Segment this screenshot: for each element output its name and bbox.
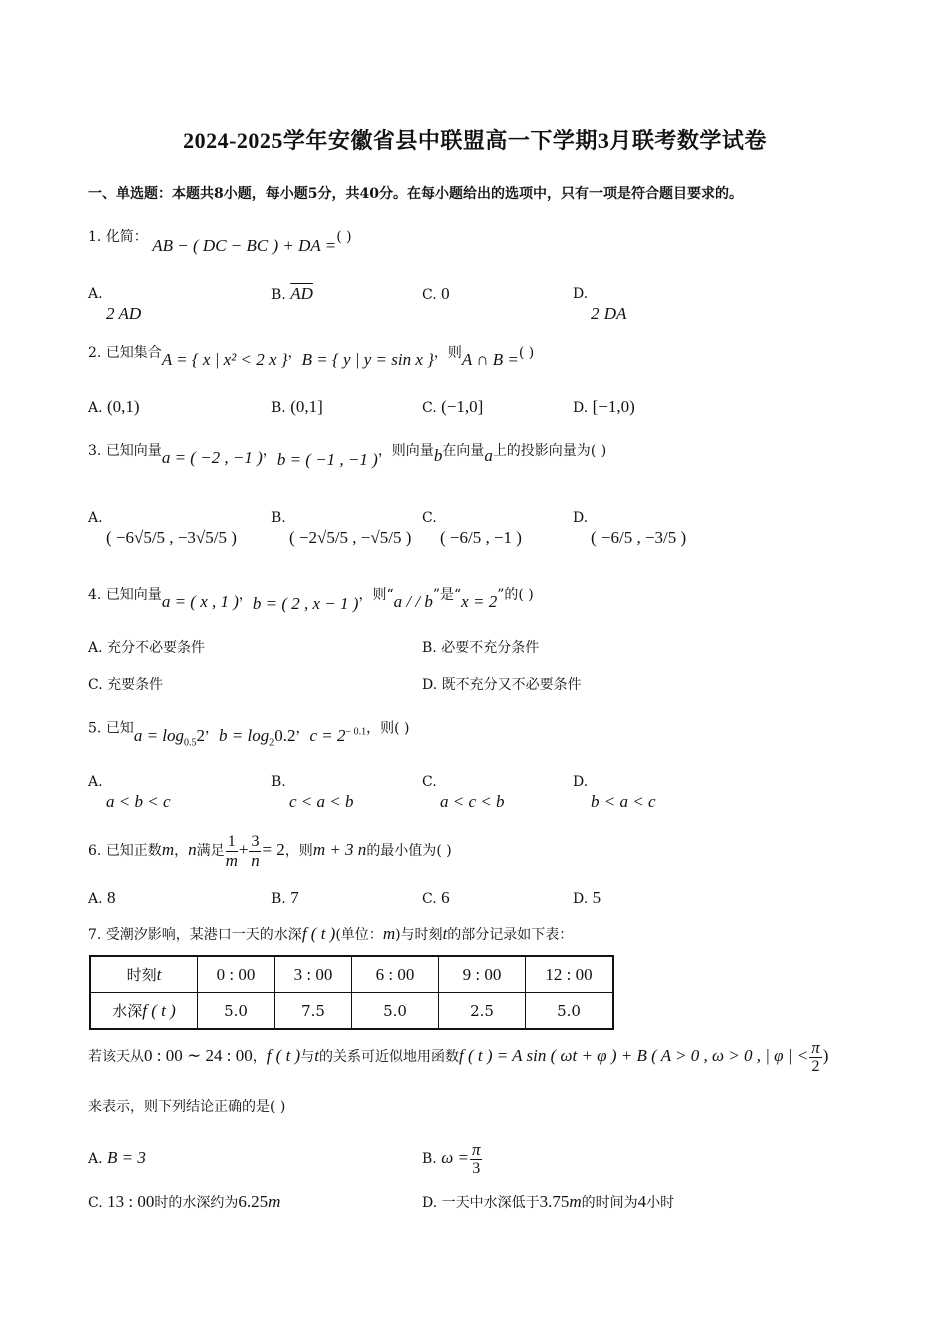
- q3-option-a[interactable]: A. ( −6√5/5 , −3√5/5 ): [88, 510, 237, 547]
- tide-table: [89, 955, 614, 1030]
- q6-option-c[interactable]: C. 6: [422, 888, 450, 907]
- q5-option-b[interactable]: B. c < a < b: [271, 774, 354, 811]
- question-2: 2. 已知集合A = { x | x² < 2 x }，B = { y | y = sin x }，则A ∩ B =( ): [88, 345, 535, 369]
- question-5: 5. 已知$a = \log_{0.5}2$，$b = \log_20.2$，$c = 2^{- 0.1}$，则( ): [88, 720, 410, 749]
- table-row: [90, 993, 613, 1030]
- q1-option-b[interactable]: B. $\overline{AD}$: [271, 284, 313, 303]
- q7-option-a[interactable]: A. B = 3: [88, 1148, 146, 1167]
- q3-option-d[interactable]: D. ( −6/5 , −3/5 ): [573, 510, 687, 547]
- q1-option-d[interactable]: D. 2 DA: [573, 286, 627, 323]
- table-cell: 5.0: [526, 993, 614, 1030]
- table-row: [90, 956, 613, 993]
- q7-option-b[interactable]: B. ω = $\frac{\pi}{3}$: [422, 1139, 481, 1177]
- q2-option-c[interactable]: C. (−1,0]: [422, 397, 484, 416]
- question-7-line3: 来表示，则下列结论正确的是( ): [88, 1099, 286, 1115]
- q6-option-a[interactable]: A. 8: [88, 888, 116, 907]
- question-1: 1. 化简： AB − ( DC − BC ) + DA =( ): [88, 229, 352, 255]
- q3-option-b[interactable]: B. ( −2√5/5 , −√5/5 ): [271, 510, 412, 547]
- question-3: 3. 已知向量a = ( −2 , −1 )，b = ( −1 , −1 )，则向量b在向量a上的投影向量为( ): [88, 443, 607, 469]
- q5-option-c[interactable]: C. a < c < b: [422, 774, 505, 811]
- q4-option-a[interactable]: A. 充分不必要条件: [88, 640, 206, 656]
- q2-option-a[interactable]: A. (0,1): [88, 397, 140, 416]
- q6-option-d[interactable]: D. 5: [573, 888, 602, 907]
- q2-option-d[interactable]: D. [−1,0): [573, 397, 635, 416]
- question-7: 7. 受潮汐影响，某港口一天的水深f ( t )(单位：m)与时刻t的部分记录如下表：: [88, 924, 574, 943]
- q6-option-b[interactable]: B. 7: [271, 888, 299, 907]
- table-header: 时刻t: [90, 956, 198, 993]
- q1-option-a[interactable]: A. 2 AD: [88, 286, 142, 323]
- q4-option-c[interactable]: C. 充要条件: [88, 677, 164, 693]
- table-cell: 2.5: [439, 993, 526, 1030]
- q1-expression: AB − ( DC − BC ) + DA =: [152, 236, 337, 255]
- table-cell: 5.0: [198, 993, 275, 1030]
- table-cell: 0 : 00: [198, 956, 275, 993]
- question-4: 4. 已知向量a = ( x , 1 )，b = ( 2 , x − 1 )，则“a / / b”是“x = 2”的( ): [88, 587, 534, 613]
- q3-option-c[interactable]: C. ( −6/5 , −1 ): [422, 510, 522, 547]
- section-heading: 一、单选题：本题共8小题，每小题5分，共40分。在每小题给出的选项中，只有一项是符合题目要求的。: [88, 186, 743, 202]
- q5-option-a[interactable]: A. a < b < c: [88, 774, 171, 811]
- table-cell: 5.0: [352, 993, 439, 1030]
- question-6: 6. 已知正数m，n满足 $\frac{1}{m}$ + $\frac{3}{n}$ = 2，则m + 3 n的最小值为( ): [88, 832, 452, 870]
- q5-option-d[interactable]: D. b < a < c: [573, 774, 656, 811]
- table-cell: 12 : 00: [526, 956, 614, 993]
- q1-option-c[interactable]: C. 0: [422, 284, 450, 303]
- question-7-line2: 若该天从0 : 00 ∼ 24 : 00，f ( t )与t的关系可近似地用函数f ( t ) = A sin ( ωt + φ ) + B ( A > 0 , ω > 0 , | φ | < $\frac{\pi}{2}$ ): [88, 1037, 829, 1075]
- table-cell: 9 : 00: [439, 956, 526, 993]
- q7-option-d[interactable]: D. 一天中水深低于3.75m的时间为4小时: [422, 1192, 675, 1211]
- table-header: 水深f ( t ): [90, 993, 198, 1030]
- table-cell: 6 : 00: [352, 956, 439, 993]
- q7-option-c[interactable]: C. 13 : 00时的水深约为6.25m: [88, 1192, 281, 1211]
- q4-option-d[interactable]: D. 既不充分又不必要条件: [422, 677, 582, 693]
- table-cell: 7.5: [275, 993, 352, 1030]
- page-title: 2024-2025学年安徽省县中联盟高一下学期3月联考数学试卷: [183, 128, 767, 153]
- q2-option-b[interactable]: B. (0,1]: [271, 397, 323, 416]
- q4-option-b[interactable]: B. 必要不充分条件: [422, 640, 540, 656]
- table-cell: 3 : 00: [275, 956, 352, 993]
